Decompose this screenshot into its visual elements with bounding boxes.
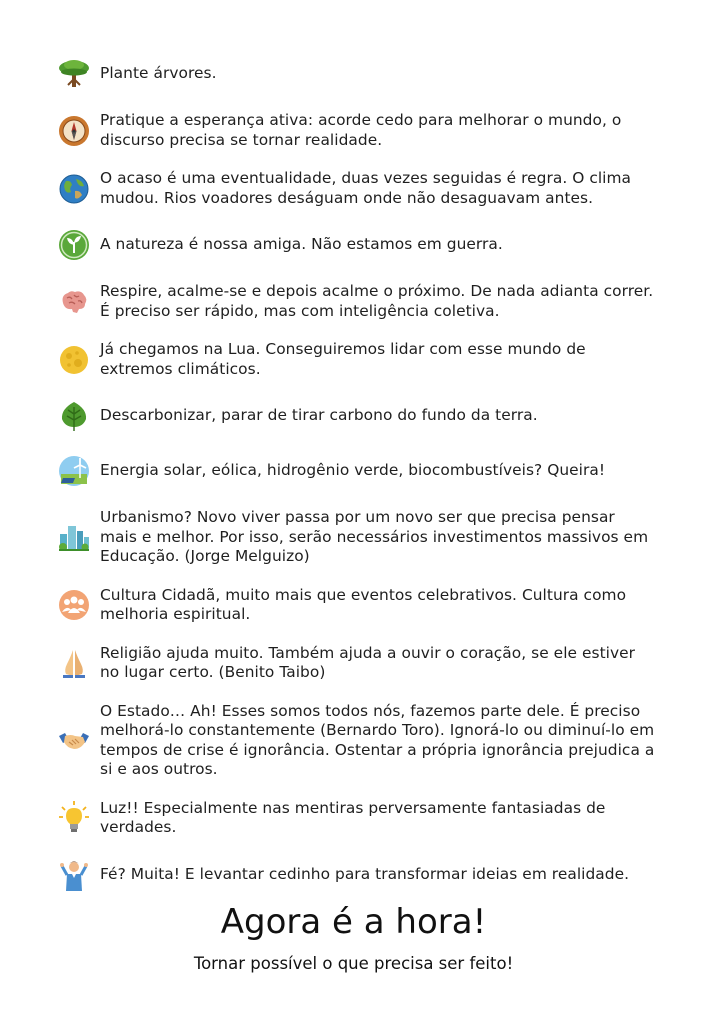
list-item-text: Respire, acalme-se e depois acalme o próximo. De nada adianta correr. É preciso ser rápido, mas com inteligência coletiva. [100,282,654,320]
list-item-text: Já chegamos na Lua. Conseguiremos lidar com esse mundo de extremos climáticos. [100,340,586,378]
renewable-energy-icon [56,453,92,489]
city-icon [56,519,92,555]
list-item-text: Luz!! Especialmente nas mentiras perversamente fantasiadas de verdades. [100,798,606,836]
list-item [56,227,656,263]
moon-icon [56,342,92,378]
list-item [56,340,656,379]
light-bulb-icon [56,800,92,836]
list-item [56,169,656,208]
praying-hands-icon [56,645,92,681]
list-item-text: Fé? Muita! E levantar cedinho para transformar ideias em realidade. [100,864,630,883]
list-item [56,586,656,625]
people-group-icon [56,587,92,623]
list-item [56,398,656,434]
list-item [56,644,656,683]
footer-subtitle: Tornar possível o que precisa ser feito! [193,954,514,973]
handshake-icon [56,723,92,759]
list-item-text: Energia solar, eólica, hidrogênio verde, biocombustíveis? Queira! [100,461,606,480]
list-item-text: O Estado… Ah! Esses somos todos nós, fazemos parte dele. É preciso melhorá-lo constantemente (Bernardo Toro). Ignorá-lo ou diminuí-lo em tempos de crise é ignorância. Ostentar a própria ignorância prejudica a si e aos outros. [100,701,655,778]
list-item [56,56,656,92]
list-item [56,282,656,321]
leaf-icon [56,398,92,434]
list-item [56,799,656,838]
list-item-text: Cultura Cidadã, muito mais que eventos celebrativos. Cultura como melhoria espiritual. [100,585,627,623]
tips-list [56,56,656,912]
list-item [56,111,656,150]
tree-icon [56,56,92,92]
seedling-icon [56,227,92,263]
compass-icon [56,113,92,149]
list-item-text: Religião ajuda muito. Também ajuda a ouvir o coração, se ele estiver no lugar certo. (Benito Taibo) [100,643,636,681]
list-item-text: Urbanismo? Novo viver passa por um novo ser que precisa pensar mais e melhor. Por isso, serão necessários investimentos massivos em Educação. (Jorge Melguizo) [100,508,649,565]
brain-icon [56,284,92,320]
person-raising-hands-icon [56,857,92,893]
list-item [56,857,656,893]
list-item-text: Plante árvores. [100,64,217,83]
list-item-text: O acaso é uma eventualidade, duas vezes seguidas é regra. O clima mudou. Rios voadores deságuam onde não desaguavam antes. [100,169,632,207]
globe-icon [56,171,92,207]
list-item [56,508,656,567]
list-item [56,702,656,780]
list-item-text: Pratique a esperança ativa: acorde cedo para melhorar o mundo, o discurso precisa se tornar realidade. [100,111,622,149]
list-item-text: Descarbonizar, parar de tirar carbono do fundo da terra. [100,406,538,425]
list-item [56,453,656,489]
footer-title: Agora é a hora! [220,902,487,942]
list-item-text: A natureza é nossa amiga. Não estamos em guerra. [100,235,503,254]
